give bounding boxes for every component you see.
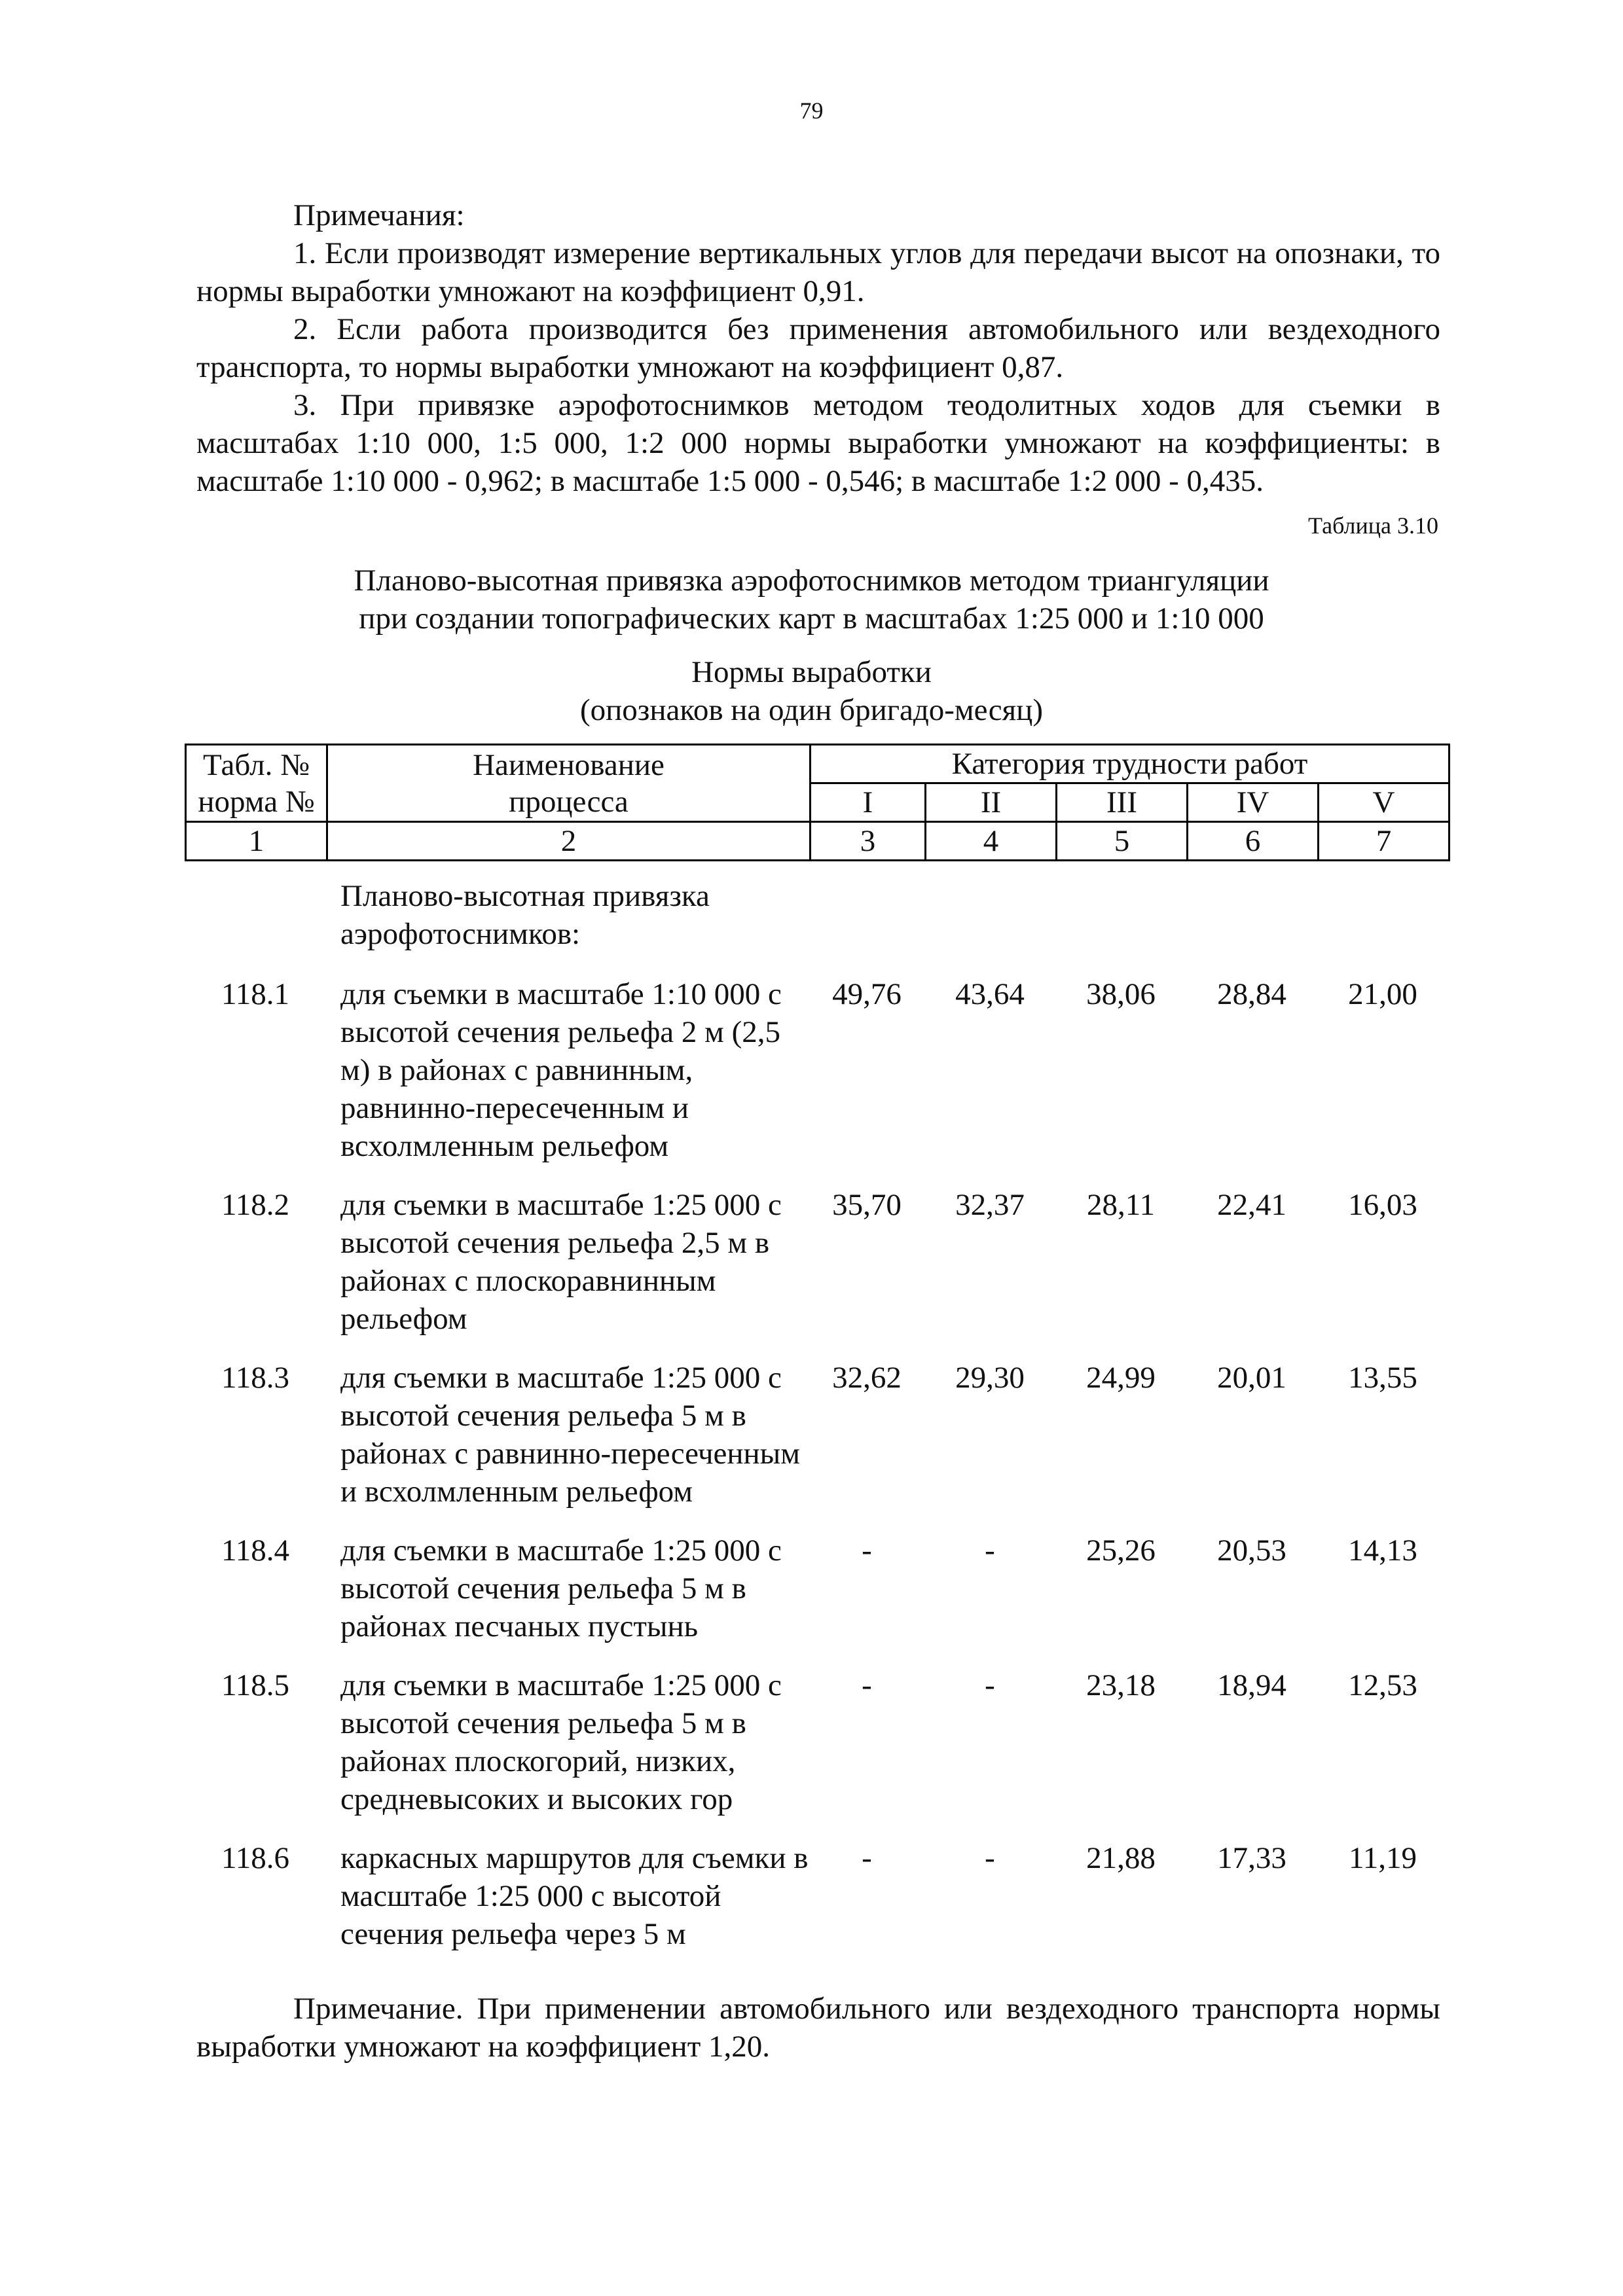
row-description: для съемки в масштабе 1:25 000 с высотой сечения рельефа 5 м в районах с равнинно-пересеченным и всхолмленным рельефом: [340, 1361, 800, 1509]
table-subtitle-line-2: (опознаков на один бригадо-месяц): [580, 693, 1043, 727]
row-value-cat-5: 13,55: [1348, 1361, 1417, 1395]
note-item-3: 3. При привязке аэрофотоснимков методом теодолитных ходов для съемки в масштабах 1:10 000, 1:5 000, 1:2 000 нормы выработки умножают на коэффициенты: в масштабе 1:10 000 - 0,962; в масштабе 1:5 000 - 0,546; в масштабе 1:2 000 - 0,435.: [196, 388, 1440, 498]
header-process-name: [327, 745, 811, 822]
row-value-cat-5: 12,53: [1348, 1668, 1417, 1702]
row-value-cat-3: 38,06: [1086, 977, 1156, 1011]
footer-note: Примечание. При применении автомобильного или вездеходного транспорта нормы выработки умножают на коэффициент 1,20.: [196, 1992, 1440, 2064]
table-header: [185, 744, 1450, 861]
header-category-4: IV: [1188, 783, 1319, 822]
row-number: 118.1: [221, 977, 289, 1011]
row-value-cat-1: -: [862, 1534, 872, 1568]
note-item-1: 1. Если производят измерение вертикальных углов для передачи высот на опознаки, то нормы выработки умножают на коэффициент 0,91.: [196, 236, 1440, 308]
row-value-cat-1: 49,76: [832, 977, 902, 1011]
column-number-7: 7: [1319, 822, 1450, 861]
row-value-cat-2: -: [985, 1668, 995, 1702]
column-number-3: 3: [811, 822, 926, 861]
row-value-cat-3: 25,26: [1086, 1534, 1156, 1568]
page-number: 79: [799, 98, 824, 124]
row-value-cat-5: 14,13: [1348, 1534, 1417, 1568]
header-category-1: I: [811, 783, 926, 822]
table-body: [185, 877, 1448, 1974]
column-number-2: 2: [327, 822, 811, 861]
row-value-cat-4: 20,53: [1217, 1534, 1286, 1568]
row-value-cat-2: -: [985, 1534, 995, 1568]
row-value-cat-4: 28,84: [1217, 977, 1286, 1011]
row-value-cat-2: -: [985, 1841, 995, 1875]
row-description: для съемки в масштабе 1:25 000 с высотой сечения рельефа 5 м в районах песчаных пустынь: [340, 1534, 782, 1643]
row-number: 118.6: [221, 1841, 289, 1875]
table-row: [185, 1666, 1448, 1818]
table-title-line-1: Планово-высотная привязка аэрофотоснимков методом триангуляции: [354, 564, 1269, 598]
row-number: 118.3: [221, 1361, 289, 1395]
table-row: [185, 1186, 1448, 1338]
row-value-cat-4: 20,01: [1217, 1361, 1286, 1395]
row-value-cat-1: -: [862, 1841, 872, 1875]
row-value-cat-1: 32,62: [832, 1361, 902, 1395]
row-value-cat-3: 28,11: [1086, 1188, 1155, 1222]
table-row: [185, 1839, 1448, 1953]
row-number: 118.5: [221, 1668, 289, 1702]
notes-heading: Примечания:: [293, 198, 465, 232]
row-description: для съемки в масштабе 1:25 000 с высотой сечения рельефа 5 м в районах плоскогорий, низких, средневысоких и высоких гор: [340, 1668, 782, 1816]
row-value-cat-3: 21,88: [1086, 1841, 1156, 1875]
table-row: [185, 1359, 1448, 1511]
header-norm-number-line-2: норма №: [198, 784, 315, 819]
header-category-2: II: [926, 783, 1057, 822]
note-item-2: 2. Если работа производится без применения автомобильного или вездеходного транспорта, то нормы выработки умножают на коэффициент 0,87.: [196, 312, 1440, 384]
row-value-cat-4: 17,33: [1217, 1841, 1286, 1875]
row-value-cat-2: 43,64: [955, 977, 1025, 1011]
table-subtitle-line-1: Нормы выработки: [691, 655, 932, 689]
row-value-cat-2: 32,37: [955, 1188, 1025, 1222]
row-description: для съемки в масштабе 1:25 000 с высотой сечения рельефа 2,5 м в районах с плоскоравнинным рельефом: [340, 1188, 782, 1336]
column-number-6: 6: [1188, 822, 1319, 861]
column-number-5: 5: [1057, 822, 1188, 861]
row-description: каркасных маршрутов для съемки в масштабе 1:25 000 с высотой сечения рельефа через 5 м: [340, 1841, 809, 1951]
row-value-cat-1: 35,70: [832, 1188, 902, 1222]
row-description: для съемки в масштабе 1:10 000 с высотой сечения рельефа 2 м (2,5 м) в районах с равнинным, равнинно-пересеченным и всхолмленным рельефом: [340, 977, 782, 1163]
row-value-cat-3: 24,99: [1086, 1361, 1156, 1395]
row-value-cat-5: 21,00: [1348, 977, 1417, 1011]
header-process-name-line-2: процесса: [509, 784, 629, 819]
section-intro: Планово-высотная привязка аэрофотоснимков:: [340, 879, 710, 951]
row-value-cat-3: 23,18: [1086, 1668, 1156, 1702]
row-value-cat-4: 18,94: [1217, 1668, 1286, 1702]
row-value-cat-5: 16,03: [1348, 1188, 1417, 1222]
header-category-3: III: [1057, 783, 1188, 822]
header-process-name-line-1: Наименование: [473, 747, 665, 782]
header-category: Категория трудности работ: [811, 745, 1450, 783]
notes-block: [196, 196, 1440, 500]
table-subtitle: [0, 653, 1623, 729]
table-title-line-2: при создании топографических карт в масштабах 1:25 000 и 1:10 000: [359, 601, 1264, 636]
row-value-cat-1: -: [862, 1668, 872, 1702]
row-number: 118.2: [221, 1188, 289, 1222]
column-number-4: 4: [926, 822, 1057, 861]
table-row: [185, 1532, 1448, 1645]
row-value-cat-4: 22,41: [1217, 1188, 1286, 1222]
table-row: [185, 975, 1448, 1165]
header-category-5: V: [1319, 783, 1450, 822]
row-value-cat-2: 29,30: [955, 1361, 1025, 1395]
row-number: 118.4: [221, 1534, 289, 1568]
row-value-cat-5: 11,19: [1348, 1841, 1417, 1875]
header-norm-number-line-1: Табл. №: [203, 747, 310, 782]
table-title: [0, 562, 1623, 637]
table-label: Таблица 3.10: [1308, 512, 1438, 539]
header-norm-number: [186, 745, 327, 822]
column-number-1: 1: [186, 822, 327, 861]
